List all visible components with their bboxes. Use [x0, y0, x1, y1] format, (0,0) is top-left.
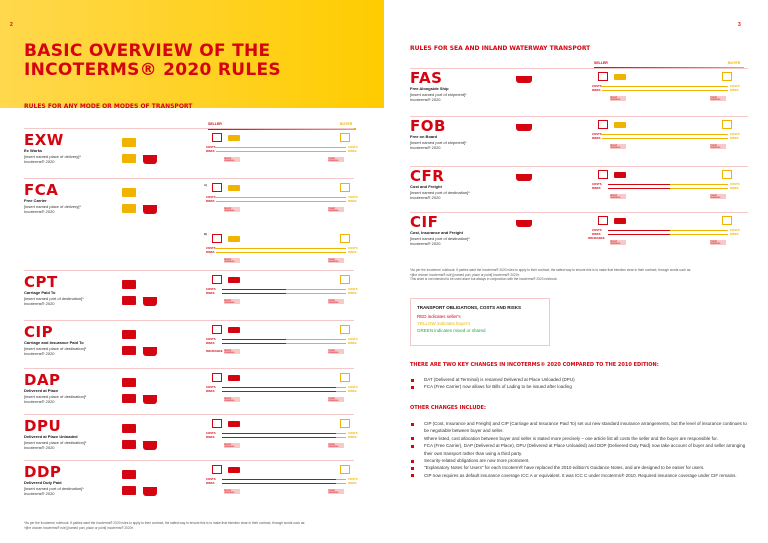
export-clearance-tag: Export clearance [224, 349, 240, 354]
rule-name: Carriage Paid To [24, 290, 56, 295]
risks-line-buyer [602, 138, 728, 139]
legend-box [410, 298, 550, 346]
import-clearance-tag: Import clearance [710, 240, 726, 245]
costs-label: COSTS [592, 84, 602, 88]
train-icon [122, 486, 136, 495]
ship-icon [516, 174, 532, 181]
rule-name: Free on Board [410, 134, 438, 139]
rule-divider [24, 460, 354, 461]
legend-title: TRANSPORT OBLIGATIONS, COSTS AND RISKS [417, 305, 522, 310]
rule-code-cpt: CPT [24, 273, 58, 291]
costs-line-buyer [670, 184, 729, 185]
rule-place: [insert named place of delivery]* [24, 203, 81, 209]
truck-icon [228, 135, 240, 141]
risks-label-buyer: RISKS [730, 186, 739, 190]
rule-place: [insert named place of destination]* [24, 345, 87, 351]
export-clearance-tag: Export clearance [224, 258, 240, 263]
import-clearance-tag: Import clearance [328, 397, 344, 402]
export-clearance-tag: Export clearance [610, 96, 626, 101]
rule-name: Cost and Freight [410, 184, 442, 189]
ship-icon [516, 76, 532, 83]
export-clearance-tag: Export clearance [610, 240, 626, 245]
rule-code-dap: DAP [24, 371, 61, 389]
rule-place: [insert named place of destination]* [24, 393, 87, 399]
rule-name: Cost, Insurance and Freight [410, 230, 463, 235]
rule-place: [insert named port of destination]* [410, 235, 470, 241]
truck-icon [614, 74, 626, 80]
risks-label-buyer: RISKS [730, 88, 739, 92]
rule-description [24, 198, 104, 215]
rule-code-cip: CIP [24, 323, 54, 341]
truck-icon [228, 277, 240, 283]
costs-label: COSTS [206, 145, 216, 149]
destination-icon [340, 325, 350, 334]
rule-code-ddp: DDP [24, 463, 62, 481]
train-icon [122, 154, 136, 163]
plane-icon [143, 187, 157, 196]
warehouse-icon [212, 183, 222, 192]
risks-label-buyer: RISKS [730, 136, 739, 140]
destination-icon [340, 234, 350, 243]
rule-divider [410, 212, 748, 213]
costs-label-buyer: COSTS [348, 385, 358, 389]
ship-icon [143, 155, 157, 164]
rule-code-fas: FAS [410, 69, 443, 87]
ship-icon [516, 220, 532, 227]
section-title-sea: RULES FOR SEA AND INLAND WATERWAY TRANSPORT [410, 45, 591, 52]
risks-line-buyer [670, 188, 729, 189]
truck-icon [228, 185, 240, 191]
rule-name: Carriage and Insurance Paid To [24, 340, 84, 345]
import-clearance-tag: Import clearance [710, 96, 726, 101]
risks-label-buyer: RISKS [348, 149, 357, 153]
rule-place: [insert named port of destination]* [24, 295, 84, 301]
list-item: "Explanatory Notes for Users" for each Incoterm® have replaced the 2010 edition's Guidance Notes, and are designed to be easier for users. [410, 464, 750, 471]
rule-year: Incoterms® 2020 [410, 97, 441, 102]
right-footnote [410, 268, 750, 282]
import-clearance-tag: Import clearance [328, 258, 344, 263]
page-title [24, 42, 281, 80]
costs-line-buyer [602, 134, 728, 135]
truck-icon [228, 327, 240, 333]
risks-label-buyer: RISKS [348, 199, 357, 203]
plane-icon [143, 423, 157, 432]
costs-label: COSTS [206, 337, 216, 341]
plane-icon [143, 377, 157, 386]
plane-icon [143, 329, 157, 338]
costs-line-buyer [602, 86, 728, 87]
risks-label: RISKS [592, 136, 601, 140]
truck-icon [228, 236, 240, 242]
list-item: CIP (Cost, Insurance and Freight) and CIP (Carriage and Insurance Paid To) set out new standard insurance arrangements, but the level of insurance continues to be negotiable between buyer and seller. [410, 420, 750, 435]
list-item: FCA (Free Carrier) now allows for Bills of Lading to be issued after loading [410, 383, 750, 390]
risks-line-buyer [286, 343, 346, 344]
costs-line-buyer [336, 479, 346, 480]
rule-place: [insert named port of shipment]* [410, 91, 467, 97]
import-clearance-tag: Import clearance [328, 207, 344, 212]
rule-code-exw: EXW [24, 131, 64, 149]
costs-label: COSTS [592, 182, 602, 186]
ship-icon [143, 395, 157, 404]
section-title-any-mode: RULES FOR ANY MODE OR MODES OF TRANSPORT [24, 103, 193, 110]
rule-place: [insert named port of shipment]* [410, 139, 467, 145]
key-changes-list [410, 376, 750, 391]
buyer-label-right: BUYER [728, 61, 741, 65]
title-line-1: BASIC OVERVIEW OF THE [24, 41, 271, 61]
risks-line [222, 483, 336, 484]
risks-line-buyer [216, 151, 346, 152]
costs-label-buyer: COSTS [348, 431, 358, 435]
risks-line [608, 188, 670, 189]
destination-icon [722, 72, 732, 81]
insurance-label: INSURANCE [206, 349, 223, 353]
risks-label: RISKS [206, 149, 215, 153]
risks-label: RISKS [592, 186, 601, 190]
right-footnote-line-2: «[the chosen Incoterms® rule] [named port, place or point] Incoterms® 2020». [410, 272, 521, 277]
warehouse-icon [212, 234, 222, 243]
ship-icon [143, 487, 157, 496]
truck-icon [228, 467, 240, 473]
risks-label-buyer: RISKS [348, 341, 357, 345]
destination-icon [340, 275, 350, 284]
fca-scenario-b: B) [204, 232, 207, 236]
rule-year: Incoterms® 2020 [24, 399, 55, 404]
warehouse-icon [212, 133, 222, 142]
rule-year: Incoterms® 2020 [24, 351, 55, 356]
costs-label-buyer: COSTS [730, 228, 740, 232]
train-icon [122, 204, 136, 213]
risks-label: RISKS [206, 291, 215, 295]
risks-line-buyer [670, 234, 729, 235]
rule-divider [410, 166, 748, 167]
import-clearance-tag: Import clearance [328, 157, 344, 162]
ship-icon [143, 297, 157, 306]
rule-year: Incoterms® 2020 [410, 145, 441, 150]
ship-icon [143, 347, 157, 356]
risks-label: RISKS [206, 341, 215, 345]
page-number-left: 2 [10, 22, 13, 28]
rule-description [24, 290, 104, 307]
seller-label: SELLER [208, 122, 222, 126]
truck-icon [228, 375, 240, 381]
list-item: Security-related obligations are now more prominent. [410, 457, 750, 464]
ship-icon [516, 124, 532, 131]
risks-label: RISKS [592, 232, 601, 236]
risks-label: RISKS [206, 199, 215, 203]
rule-code-dpu: DPU [24, 417, 62, 435]
truck-icon [122, 424, 136, 433]
train-icon [122, 440, 136, 449]
ship-icon [143, 441, 157, 450]
risks-line [222, 391, 336, 392]
warehouse-icon [212, 325, 222, 334]
destination-icon [722, 170, 732, 179]
costs-line-buyer [336, 387, 346, 388]
costs-line-buyer [216, 147, 346, 148]
plane-icon [143, 279, 157, 288]
fca-scenario-a: A) [204, 183, 207, 187]
costs-label: COSTS [206, 385, 216, 389]
destination-icon [340, 465, 350, 474]
seller-label-right: SELLER [594, 61, 608, 65]
rule-year: Incoterms® 2020 [24, 159, 55, 164]
rule-name: Ex Works [24, 148, 43, 153]
costs-line-buyer [286, 339, 346, 340]
rule-divider [24, 128, 354, 129]
costs-label: COSTS [592, 228, 602, 232]
list-item: FCA (Free Carrier), DAP (Delivered at Place), DPU (Delivered at Place Unloaded) and DDP (Delivered Duty Paid) now take account of buyer and seller arranging their own transport rather than using a third party. [410, 442, 750, 457]
warehouse-icon [212, 419, 222, 428]
rule-code-fob: FOB [410, 117, 446, 135]
rule-divider [24, 368, 354, 369]
truck-icon [614, 172, 626, 178]
rule-year: Incoterms® 2020 [410, 195, 441, 200]
rule-divider [24, 320, 354, 321]
rule-divider [410, 68, 748, 69]
rule-place: [insert named port of destination]* [24, 485, 84, 491]
destination-icon [340, 373, 350, 382]
rule-description [24, 480, 104, 497]
list-item: Where listed, cost allocation between buyer and seller is stated more precisely – one article list all costs the seller and the buyer are responsible for. [410, 435, 750, 442]
costs-label-buyer: COSTS [730, 182, 740, 186]
rule-description [24, 388, 104, 405]
train-icon [122, 394, 136, 403]
import-clearance-tag: Import clearance [328, 349, 344, 354]
rule-name: Free Carrier [24, 198, 47, 203]
costs-label-buyer: COSTS [348, 287, 358, 291]
rule-description [410, 184, 500, 201]
costs-line [222, 339, 286, 340]
truck-icon [122, 280, 136, 289]
rule-code-cif: CIF [410, 213, 439, 231]
train-icon [122, 296, 136, 305]
export-clearance-tag: Export clearance [224, 299, 240, 304]
costs-label: COSTS [206, 431, 216, 435]
import-clearance-tag: Import clearance [328, 489, 344, 494]
costs-label-buyer: COSTS [348, 195, 358, 199]
rule-description [24, 340, 104, 357]
costs-line [222, 433, 336, 434]
truck-icon [228, 421, 240, 427]
costs-line [222, 387, 336, 388]
plane-icon [143, 137, 157, 146]
rule-name: Delivered at Place Unloaded [24, 434, 78, 439]
train-icon [122, 346, 136, 355]
costs-label: COSTS [206, 287, 216, 291]
left-footnote-line-1: *As per the Incoterms' rulebook: If parties want the Incoterms® 2020 rules to apply to their contract, the safest way to ensure this is to make that intention clear in their contract, through words such as: [24, 521, 306, 525]
other-changes-title: OTHER CHANGES INCLUDE: [410, 405, 486, 411]
risks-line-buyer [216, 201, 346, 202]
costs-line-buyer [216, 248, 346, 249]
costs-line-buyer [216, 197, 346, 198]
left-footnote-line-2: «[the chosen Incoterms® rule] [named port, place or point] Incoterms® 2020». [24, 525, 135, 530]
risks-label-buyer: RISKS [348, 291, 357, 295]
title-line-2: INCOTERMS® 2020 RULES [24, 60, 281, 80]
costs-label-buyer: COSTS [348, 477, 358, 481]
export-clearance-tag: Export clearance [224, 489, 240, 494]
list-item: CIP now requires as default insurance coverage ICC A or equivalent. It was ICC C under Incoterms® 2010. Required insurance coverage under CIF remains. [410, 472, 750, 479]
costs-line-buyer [286, 289, 346, 290]
costs-line-buyer [670, 230, 729, 231]
destination-icon [340, 419, 350, 428]
costs-line [608, 184, 670, 185]
rule-description [24, 434, 104, 451]
rule-code-fca: FCA [24, 181, 59, 199]
export-clearance-tag: Export clearance [224, 207, 240, 212]
rule-divider [24, 178, 354, 179]
costs-line [222, 289, 286, 290]
risks-label-buyer: RISKS [730, 232, 739, 236]
legend-red: RED indicates seller's [417, 314, 461, 319]
rule-place: [insert named port of destination]* [410, 189, 470, 195]
warehouse-icon [598, 120, 608, 129]
insurance-label-cif: INSURANCE [588, 236, 605, 240]
legend-yellow: YELLOW indicates buyer's [417, 321, 471, 326]
truck-icon [614, 218, 626, 224]
destination-icon [722, 120, 732, 129]
destination-icon [722, 216, 732, 225]
risks-label: RISKS [206, 250, 215, 254]
warehouse-icon [598, 72, 608, 81]
import-clearance-tag: Import clearance [710, 194, 726, 199]
warehouse-icon [212, 275, 222, 284]
export-clearance-tag: Export clearance [610, 144, 626, 149]
rule-place: [insert named place of delivery]* [24, 153, 81, 159]
list-item: DAT (Delivered at Terminal) is renamed Delivered at Place Unloaded (DPU) [410, 376, 750, 383]
risks-line-buyer [216, 252, 346, 253]
export-clearance-tag: Export clearance [610, 194, 626, 199]
right-footnote-line-3: This chart is not intended to be used alone but always in conjunction with the Incoterms® 2020 rulebook. [410, 277, 558, 281]
costs-label: COSTS [592, 132, 602, 136]
rule-place: [insert named place of destination]* [24, 439, 87, 445]
costs-label: COSTS [206, 477, 216, 481]
ship-icon [143, 205, 157, 214]
rule-name: Free Alongside Ship [410, 86, 449, 91]
risks-label: RISKS [206, 435, 215, 439]
risks-line-buyer [336, 391, 346, 392]
rule-description [410, 86, 500, 103]
rule-divider [24, 270, 354, 271]
risks-line-buyer [336, 483, 346, 484]
legend-green: GREEN indicates mixed or shared [417, 328, 486, 333]
rule-name: Delivered at Place [24, 388, 59, 393]
rule-name: Delivered Duty Paid [24, 480, 62, 485]
risks-line-buyer [602, 90, 728, 91]
export-clearance-tag: Export clearance [224, 397, 240, 402]
rule-divider [410, 116, 748, 117]
left-footnote [24, 521, 354, 530]
truck-icon [122, 188, 136, 197]
risks-line [222, 437, 336, 438]
page-number-right: 3 [738, 22, 741, 28]
rule-description [24, 148, 104, 165]
rule-description [410, 134, 500, 151]
buyer-label: BUYER [340, 122, 353, 126]
rule-description [410, 230, 500, 247]
rule-year: Incoterms® 2020 [24, 209, 55, 214]
risks-line [222, 343, 286, 344]
warehouse-icon [598, 216, 608, 225]
plane-icon [143, 469, 157, 478]
rule-year: Incoterms® 2020 [24, 491, 55, 496]
costs-label-buyer: COSTS [730, 84, 740, 88]
risks-line-buyer [286, 293, 346, 294]
risks-line [608, 234, 670, 235]
export-clearance-tag: Export clearance [224, 443, 240, 448]
other-changes-list [410, 420, 750, 479]
costs-label-buyer: COSTS [730, 132, 740, 136]
costs-line [608, 230, 670, 231]
rule-year: Incoterms® 2020 [24, 301, 55, 306]
costs-label: COSTS [206, 246, 216, 250]
rule-divider [24, 414, 354, 415]
truck-icon [122, 470, 136, 479]
costs-label-buyer: COSTS [348, 337, 358, 341]
truck-icon [122, 330, 136, 339]
truck-icon [614, 122, 626, 128]
costs-label-buyer: COSTS [348, 145, 358, 149]
rule-year: Incoterms® 2020 [410, 241, 441, 246]
truck-icon [122, 138, 136, 147]
rule-year: Incoterms® 2020 [24, 445, 55, 450]
key-changes-title: THERE ARE TWO KEY CHANGES IN INCOTERMS® 2020 COMPARED TO THE 2010 EDITION: [410, 362, 659, 368]
import-clearance-tag: Import clearance [328, 443, 344, 448]
destination-icon [340, 133, 350, 142]
right-footnote-line-1: *As per the Incoterms' rulebook: If parties want the Incoterms® 2020 rules to apply to their contract, the safest way to ensure this is to make that intention clear in their contract, through words such as: [410, 268, 692, 272]
costs-line [222, 479, 336, 480]
destination-icon [340, 183, 350, 192]
risks-label-buyer: RISKS [348, 481, 357, 485]
risks-line-buyer [336, 437, 346, 438]
risks-label-buyer: RISKS [348, 435, 357, 439]
warehouse-icon [212, 465, 222, 474]
warehouse-icon [212, 373, 222, 382]
truck-icon [122, 378, 136, 387]
risks-label: RISKS [592, 88, 601, 92]
import-clearance-tag: Import clearance [710, 144, 726, 149]
costs-line-buyer [336, 433, 346, 434]
risks-label-buyer: RISKS [348, 389, 357, 393]
rule-code-cfr: CFR [410, 167, 445, 185]
costs-label-buyer: COSTS [348, 246, 358, 250]
warehouse-icon [598, 170, 608, 179]
export-clearance-tag: Export clearance [224, 157, 240, 162]
risks-label: RISKS [206, 481, 215, 485]
risks-label-buyer: RISKS [348, 250, 357, 254]
import-clearance-tag: Import clearance [328, 299, 344, 304]
risks-label: RISKS [206, 389, 215, 393]
costs-label: COSTS [206, 195, 216, 199]
risks-line [222, 293, 286, 294]
